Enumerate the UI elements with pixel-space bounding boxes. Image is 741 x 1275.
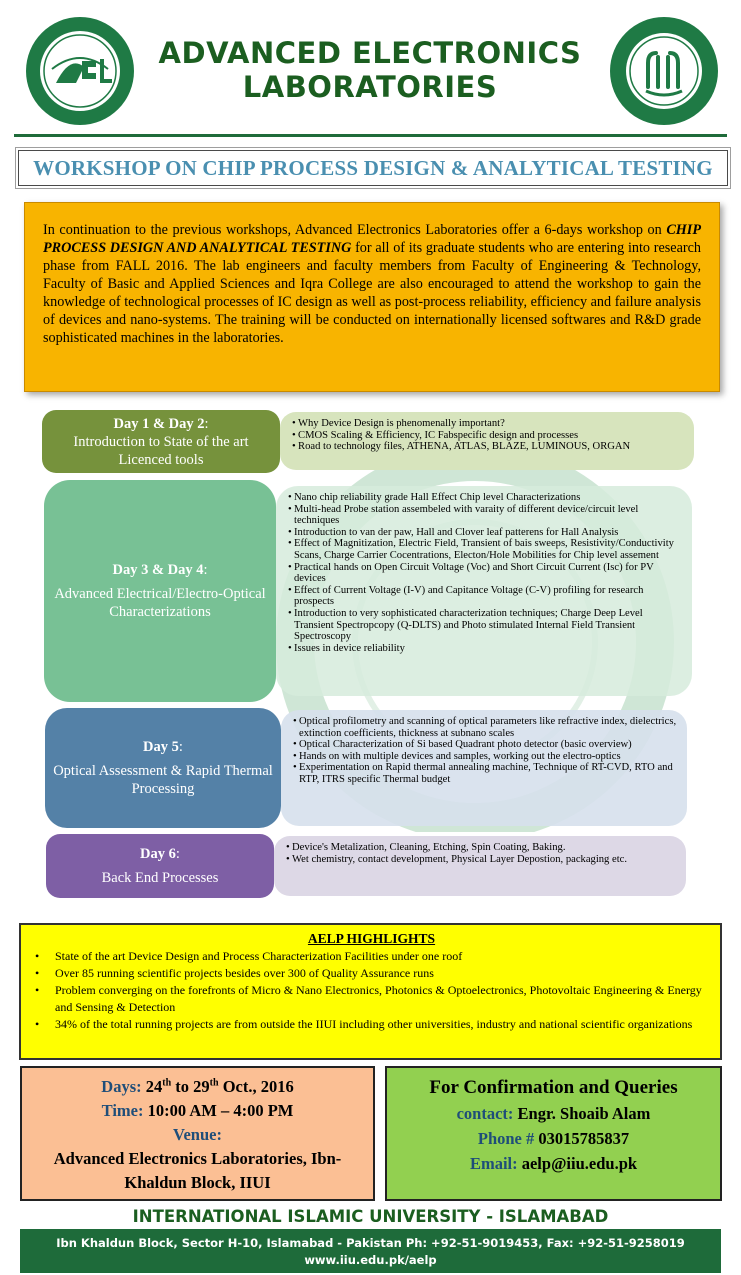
topic-item: • Practical hands on Open Circuit Voltage (Voc) and Short Circuit Current (Isc) for PV devices [294, 562, 682, 585]
day-subtitle: Back End Processes [101, 870, 219, 886]
header-title-line1: ADVANCED ELECTRONICS [158, 36, 582, 70]
day-6-topics [274, 836, 686, 896]
schedule-box [20, 1066, 375, 1201]
topic-item: • Multi-head Probe station assembeled with varaity of different device/circuit level techniques [294, 504, 682, 527]
day-heading: Day 5 [143, 739, 179, 755]
topic-item: • CMOS Scaling & Efficiency, IC Fabspecific design and processes [298, 430, 684, 442]
schedule-days [22, 1075, 373, 1099]
topic-item: • Why Device Design is phenomenally important? [298, 418, 684, 430]
highlight-item: • 34% of the total running projects are from outside the IIUI including other universities, industry and national scientific organizations [35, 1016, 708, 1033]
days-label: Days: [101, 1077, 142, 1096]
phone-label: Phone # [477, 1129, 535, 1148]
contact-label: contact: [456, 1104, 514, 1123]
day-3-4-topics [276, 486, 692, 696]
intro-box [24, 202, 720, 392]
phone-number: 03015785837 [538, 1129, 630, 1148]
email-address[interactable]: aelp@iiu.edu.pk [521, 1154, 638, 1173]
topic-item: • Issues in device reliability [294, 643, 682, 655]
university-name: INTERNATIONAL ISLAMIC UNIVERSITY - ISLAMABAD [132, 1207, 609, 1226]
day-start-suffix: th [162, 1077, 172, 1089]
day-subtitle: Optical Assessment & Rapid Thermal Processing [53, 763, 273, 797]
day-heading-colon: : [178, 739, 183, 755]
highlights-title: AELP HIGHLIGHTS [307, 931, 436, 946]
iiu-logo-icon [610, 17, 718, 125]
day-3-4-label [44, 480, 276, 702]
footer-website[interactable]: www.iiu.edu.pk/aelp [304, 1253, 437, 1267]
day-subtitle: Advanced Electrical/Electro-Optical Characterizations [54, 586, 266, 620]
day-end: 29 [193, 1077, 210, 1096]
day-end-suffix: th [209, 1077, 219, 1089]
topic-item: • Road to technology files, ATHENA, ATLAS, BLAZE, LUMINOUS, ORGAN [298, 441, 684, 453]
day-6-label [46, 834, 274, 898]
contact-email [387, 1151, 720, 1176]
day-heading: Day 3 & Day 4 [112, 562, 204, 578]
footer-bar [20, 1229, 721, 1273]
header [0, 0, 741, 140]
highlights-box [19, 923, 722, 1060]
topic-item: • Effect of Magnitization, Electric Field, Transient of bais sweeps, Resistivity/Conductivity Scans, Charge Carrier Cocentrations, Electon/Hole Mobilities for Chip level assement [294, 538, 682, 561]
topic-item: • Introduction to van der paw, Hall and Clover leaf patterens for Hall Analysis [294, 527, 682, 539]
topic-item: • Experimentation on Rapid thermal annealing machine, Technique of RT-CVD, RTO and RTP, ITRS specific Thermal budget [299, 762, 677, 785]
workshop-title: WORKSHOP ON CHIP PROCESS DESIGN & ANALYTICAL TESTING [18, 150, 728, 186]
contact-title: For Confirmation and Queries [429, 1077, 678, 1098]
days-month-year: Oct., 2016 [218, 1077, 294, 1096]
highlight-item: • State of the art Device Design and Process Characterization Facilities under one roof [35, 948, 708, 965]
day-5-label [45, 708, 281, 828]
topic-item: • Optical profilometry and scanning of optical parameters like refractive index, dielectrics, extinction coefficients, thickness at subnano scales [299, 716, 677, 739]
intro-text-part2: for all of its graduate students who are entering into research phase from FALL 2016. The lab engineers and faculty members from Faculty of Engineering & Technology, Faculty of Basic and Applied Sciences and Iqra College are also encouraged to attend the workshop to gain the knowledge of technological processes of IC design as well as post-process reliability, efficiency and failure analysis of devices and nano-systems. The training will be conducted on internationally licensed softwares and R&D grade sophisticated machines in the laboratories. [43, 240, 701, 346]
day-5-topics [281, 710, 687, 826]
contact-phone [387, 1126, 720, 1151]
days-to: to [171, 1077, 194, 1096]
time-label: Time: [101, 1101, 144, 1120]
day-heading-colon: : [175, 846, 180, 862]
header-divider [14, 134, 727, 137]
venue-label: Venue: [173, 1125, 222, 1144]
topic-item: • Introduction to very sophisticated characterization techniques; Charge Deep Level Transient Spectropcopy (Q-DLTS) and Photo stimulated Internal Field Transient Spectroscopy [294, 608, 682, 643]
email-label: Email: [469, 1154, 518, 1173]
contact-name: Engr. Shoaib Alam [517, 1104, 651, 1123]
day-heading: Day 6 [140, 846, 176, 862]
day-subtitle: Introduction to State of the art Licenced tools [73, 433, 249, 468]
contact-box [385, 1066, 722, 1201]
venue-line2: Khaldun Block, IIUI [124, 1173, 271, 1192]
day-heading: Day 1 & Day 2 [113, 415, 205, 432]
schedule-time [22, 1099, 373, 1123]
day-heading-colon: : [204, 415, 209, 432]
topic-item: • Device's Metalization, Cleaning, Etching, Spin Coating, Baking. [292, 842, 676, 854]
day-start: 24 [145, 1077, 163, 1096]
topic-item: • Hands on with multiple devices and samples, working out the electro-optics [299, 751, 677, 763]
topic-item: • Optical Characterization of Si based Quadrant photo detector (basic overview) [299, 739, 677, 751]
aelp-logo-icon [26, 17, 134, 125]
contact-person [387, 1101, 720, 1126]
header-title-line2: LABORATORIES [242, 70, 498, 104]
day-heading-colon: : [203, 562, 208, 578]
day-1-2-topics [280, 412, 694, 470]
intro-text-part1: In continuation to the previous workshops, Advanced Electronics Laboratories offer a 6-days workshop on [43, 222, 667, 238]
highlight-item: • Problem converging on the forefronts of Micro & Nano Electronics, Photonics & Optoelectronics, Photovoltaic Engineering & Energy and Sensing & Detection [35, 982, 708, 1016]
topic-item: • Wet chemistry, contact development, Physical Layer Depostion, packaging etc. [292, 854, 676, 866]
topic-item: • Nano chip reliability grade Hall Effect Chip level Characterizations [294, 492, 682, 504]
time-value: 10:00 AM – 4:00 PM [147, 1101, 294, 1120]
intro-emphasis: CHIP PROCESS DESIGN AND ANALYTICAL TESTING [43, 222, 701, 256]
highlight-item: • Over 85 running scientific projects besides over 300 of Quality Assurance runs [35, 965, 708, 982]
footer-address: Ibn Khaldun Block, Sector H-10, Islamabad - Pakistan Ph: +92-51-9019453, Fax: +92-51-9258019 [56, 1236, 685, 1250]
day-1-2-label [42, 410, 280, 473]
venue-line1: Advanced Electronics Laboratories, Ibn- [53, 1149, 342, 1168]
topic-item: • Effect of Current Voltage (I-V) and Capitance Voltage (C-V) profiling for research prospects [294, 585, 682, 608]
